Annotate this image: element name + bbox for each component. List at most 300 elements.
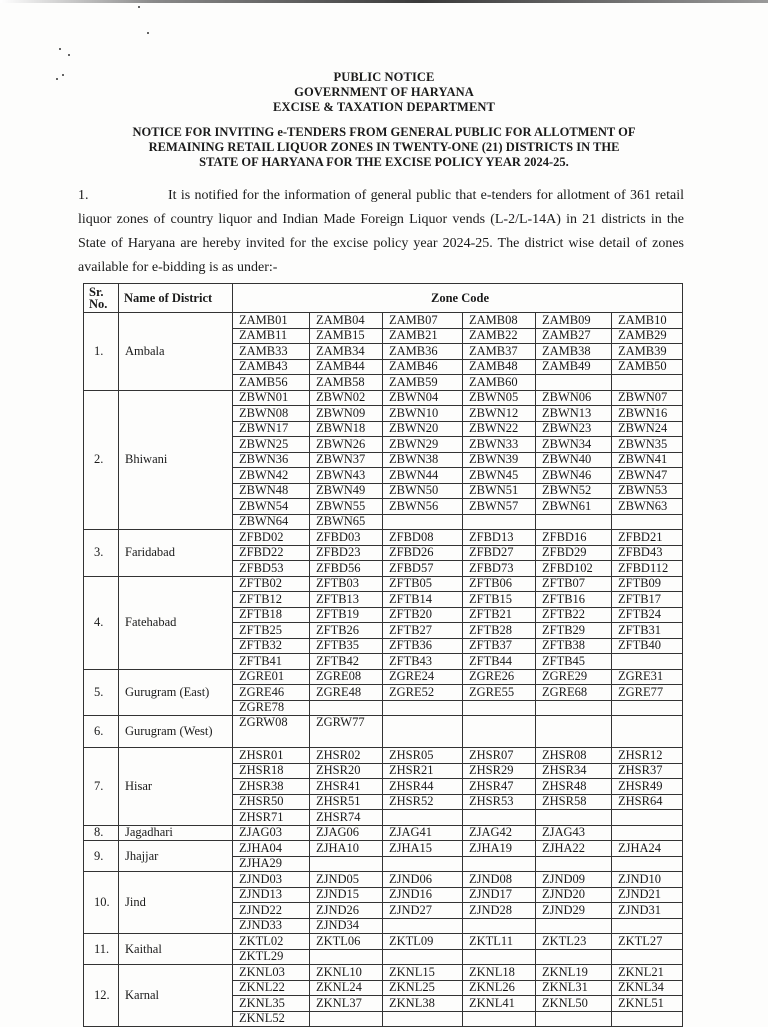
zone-code-cell: ZKNL41 [463, 996, 536, 1012]
scan-speck [147, 32, 149, 34]
zone-code-cell: ZHSR34 [536, 763, 612, 779]
zone-code-cell: ZJAG42 [463, 825, 536, 841]
zone-code-cell: ZBWN16 [612, 406, 683, 422]
zone-code-cell: ZFTB02 [233, 576, 310, 592]
zone-code-cell: ZKNL50 [536, 996, 612, 1012]
zone-code-cell: ZAMB37 [463, 344, 536, 360]
zone-code-cell: ZFTB22 [536, 607, 612, 623]
zone-code-cell: ZHSR01 [233, 748, 310, 764]
zone-code-cell [612, 375, 683, 391]
zone-code-cell: ZAMB59 [383, 375, 463, 391]
table-row [84, 872, 683, 888]
zone-code-cell [612, 716, 683, 748]
zone-code-cell: ZFTB40 [612, 638, 683, 654]
zone-code-cell [383, 514, 463, 530]
zone-code-cell: ZFTB07 [536, 576, 612, 592]
zone-code-cell [463, 918, 536, 934]
zone-code-cell: ZKNL37 [310, 996, 383, 1012]
zone-code-cell: ZHSR38 [233, 779, 310, 795]
serial-number-cell: 7. [84, 748, 119, 826]
zone-code-cell: ZJAG06 [310, 825, 383, 841]
zone-code-cell [536, 918, 612, 934]
zone-code-cell: ZBWN18 [310, 421, 383, 437]
zone-code-cell: ZFTB06 [463, 576, 536, 592]
zone-code-cell: ZFTB41 [233, 654, 310, 670]
zone-code-cell: ZKNL10 [310, 965, 383, 981]
zone-code-cell: ZHSR41 [310, 779, 383, 795]
zone-code-cell: ZJND06 [383, 872, 463, 888]
zone-code-cell: ZBWN63 [612, 499, 683, 515]
zone-code-cell: ZHSR05 [383, 748, 463, 764]
zone-code-cell: ZBWN41 [612, 452, 683, 468]
zone-code-cell: ZHSR58 [536, 794, 612, 810]
serial-number-cell: 3. [84, 530, 119, 577]
zone-code-cell: ZKNL38 [383, 996, 463, 1012]
zone-code-cell: ZKTL06 [310, 934, 383, 950]
zone-code-cell [536, 716, 612, 748]
zone-code-cell: ZFBD13 [463, 530, 536, 546]
zone-code-cell: ZAMB34 [310, 344, 383, 360]
table-row [84, 934, 683, 950]
zone-code-cell: ZAMB48 [463, 359, 536, 375]
zone-code-cell: ZBWN61 [536, 499, 612, 515]
zone-code-cell: ZJHA19 [463, 841, 536, 857]
zone-code-cell: ZBWN40 [536, 452, 612, 468]
serial-number-cell: 9. [84, 841, 119, 872]
notice-paragraph [78, 184, 684, 280]
serial-number-cell: 2. [84, 390, 119, 530]
zone-code-cell: ZAMB22 [463, 328, 536, 344]
zone-code-cell: ZJND05 [310, 872, 383, 888]
zone-code-cell [463, 514, 536, 530]
zone-code-cell: ZAMB29 [612, 328, 683, 344]
zone-code-cell: ZFBD16 [536, 530, 612, 546]
zone-code-cell: ZGRE01 [233, 669, 310, 685]
zone-code-cell: ZJND10 [612, 872, 683, 888]
zone-code-cell: ZGRE46 [233, 685, 310, 701]
zone-code-cell: ZHSR21 [383, 763, 463, 779]
zone-code-cell: ZJND34 [310, 918, 383, 934]
zone-code-cell: ZGRE24 [383, 669, 463, 685]
zone-code-cell: ZAMB38 [536, 344, 612, 360]
zone-code-cell [536, 514, 612, 530]
serial-number-cell: 5. [84, 669, 119, 716]
zone-code-cell: ZJND09 [536, 872, 612, 888]
zone-code-cell: ZGRE29 [536, 669, 612, 685]
zone-code-cell: ZJND03 [233, 872, 310, 888]
zone-code-cell: ZFBD26 [383, 545, 463, 561]
table-row [84, 748, 683, 764]
district-name-cell: Jhajjar [119, 841, 233, 872]
zone-code-cell: ZGRE52 [383, 685, 463, 701]
zone-code-cell: ZHSR74 [310, 810, 383, 826]
zone-code-cell: ZFBD29 [536, 545, 612, 561]
zone-code-cell: ZHSR44 [383, 779, 463, 795]
zone-code-cell: ZFTB25 [233, 623, 310, 639]
zone-code-cell: ZAMB36 [383, 344, 463, 360]
zone-code-cell [310, 1011, 383, 1027]
zone-code-cell: ZAMB01 [233, 313, 310, 329]
district-name-cell: Faridabad [119, 530, 233, 577]
table-row [84, 390, 683, 406]
zone-code-cell: ZFTB17 [612, 592, 683, 608]
zone-code-cell: ZBWN52 [536, 483, 612, 499]
zone-code-cell: ZFBD73 [463, 561, 536, 577]
zone-code-cell: ZFTB16 [536, 592, 612, 608]
zone-code-cell [383, 1011, 463, 1027]
zone-code-cell: ZKNL26 [463, 980, 536, 996]
zone-code-cell: ZBWN51 [463, 483, 536, 499]
district-name-cell: Jind [119, 872, 233, 934]
zone-code-cell: ZFBD56 [310, 561, 383, 577]
serial-number-cell: 8. [84, 825, 119, 841]
serial-number-cell: 1. [84, 313, 119, 391]
district-name-cell: Hisar [119, 748, 233, 826]
zone-code-cell: ZFTB27 [383, 623, 463, 639]
zone-code-cell: ZJHA29 [233, 856, 310, 872]
zone-code-cell: ZBWN23 [536, 421, 612, 437]
zone-code-cell: ZBWN06 [536, 390, 612, 406]
zone-code-cell: ZJND33 [233, 918, 310, 934]
zone-code-cell: ZJND28 [463, 903, 536, 919]
zone-code-cell: ZBWN39 [463, 452, 536, 468]
zone-code-cell: ZAMB50 [612, 359, 683, 375]
zone-code-cell [612, 856, 683, 872]
zone-code-cell: ZBWN46 [536, 468, 612, 484]
zone-code-cell: ZBWN09 [310, 406, 383, 422]
zone-code-cell: ZAMB60 [463, 375, 536, 391]
zone-code-cell [536, 949, 612, 965]
paragraph-number: 1. [78, 188, 89, 203]
zone-code-cell: ZAMB58 [310, 375, 383, 391]
paragraph-text: It is notified for the information of general public that e-tenders for allotment of 361 retail liquor zones of country liquor and Indian Made Foreign Liquor vends (L-2/L-14A) in 21 districts in the State of Haryana are hereby invited for the excise policy year 2024-25. The district wise detail of zones available for e-bidding is as under:- [78, 188, 684, 275]
zone-code-cell: ZFTB29 [536, 623, 612, 639]
zone-code-cell: ZKTL27 [612, 934, 683, 950]
zone-code-cell [310, 949, 383, 965]
zone-code-cell: ZKNL19 [536, 965, 612, 981]
zone-code-cell: ZBWN25 [233, 437, 310, 453]
zone-code-cell: ZAMB43 [233, 359, 310, 375]
header-line-department: EXCISE & TAXATION DEPARTMENT [273, 100, 495, 114]
district-name-cell: Jagadhari [119, 825, 233, 841]
zone-code-cell: ZAMB27 [536, 328, 612, 344]
zone-code-cell: ZAMB04 [310, 313, 383, 329]
header-line-government: GOVERNMENT OF HARYANA [294, 85, 474, 99]
zone-code-cell [463, 716, 536, 748]
zone-code-cell: ZBWN01 [233, 390, 310, 406]
zone-code-cell: ZHSR07 [463, 748, 536, 764]
zone-code-cell: ZGRE08 [310, 669, 383, 685]
zone-code-cell [612, 810, 683, 826]
zone-code-cell [383, 918, 463, 934]
serial-number-cell: 6. [84, 716, 119, 748]
zone-code-cell: ZAMB11 [233, 328, 310, 344]
header-line-public-notice: PUBLIC NOTICE [333, 70, 435, 84]
zone-code-cell: ZBWN65 [310, 514, 383, 530]
zone-table-body [84, 313, 683, 1027]
zone-code-cell [463, 949, 536, 965]
zone-code-cell [612, 825, 683, 841]
zone-code-cell [536, 810, 612, 826]
zone-code-cell: ZBWN13 [536, 406, 612, 422]
zone-code-cell: ZBWN53 [612, 483, 683, 499]
zone-code-cell: ZJND31 [612, 903, 683, 919]
zone-code-cell: ZJND21 [612, 887, 683, 903]
zone-code-cell: ZFTB37 [463, 638, 536, 654]
zone-code-cell: ZAMB07 [383, 313, 463, 329]
zone-code-cell: ZKNL52 [233, 1011, 310, 1027]
zone-code-cell: ZJHA10 [310, 841, 383, 857]
table-row [84, 576, 683, 592]
district-name-cell: Kaithal [119, 934, 233, 965]
zone-code-cell: ZJND15 [310, 887, 383, 903]
zone-code-cell: ZFTB28 [463, 623, 536, 639]
table-row [84, 965, 683, 981]
zone-code-cell [383, 949, 463, 965]
zone-code-cell [612, 700, 683, 716]
zone-code-cell: ZJND26 [310, 903, 383, 919]
zone-code-cell: ZBWN43 [310, 468, 383, 484]
table-row [84, 669, 683, 685]
zone-code-cell: ZAMB49 [536, 359, 612, 375]
zone-code-cell: ZJHA04 [233, 841, 310, 857]
zone-code-cell: ZFBD53 [233, 561, 310, 577]
district-name-cell: Fatehabad [119, 576, 233, 669]
zone-code-cell: ZKNL51 [612, 996, 683, 1012]
zone-code-cell: ZHSR53 [463, 794, 536, 810]
zone-code-cell: ZJND08 [463, 872, 536, 888]
zone-code-cell: ZKNL22 [233, 980, 310, 996]
serial-number-cell: 12. [84, 965, 119, 1027]
zone-code-cell: ZAMB46 [383, 359, 463, 375]
zone-code-cell [383, 810, 463, 826]
zone-code-cell: ZJHA22 [536, 841, 612, 857]
zone-code-cell: ZBWN42 [233, 468, 310, 484]
zone-code-cell: ZFTB31 [612, 623, 683, 639]
zone-code-cell: ZAMB15 [310, 328, 383, 344]
zone-code-cell: ZJND22 [233, 903, 310, 919]
zone-code-cell [310, 700, 383, 716]
zone-code-cell [612, 514, 683, 530]
zone-code-cell: ZAMB44 [310, 359, 383, 375]
zone-code-cell: ZHSR08 [536, 748, 612, 764]
zone-code-cell: ZBWN02 [310, 390, 383, 406]
scan-speck [138, 6, 140, 8]
zone-code-cell: ZBWN34 [536, 437, 612, 453]
zone-code-cell: ZAMB08 [463, 313, 536, 329]
notice-header [0, 70, 768, 115]
zone-code-cell: ZFTB13 [310, 592, 383, 608]
zone-code-cell: ZHSR02 [310, 748, 383, 764]
table-header-row [84, 284, 683, 313]
zone-code-cell: ZAMB39 [612, 344, 683, 360]
zone-code-cell: ZKTL23 [536, 934, 612, 950]
zone-code-cell: ZJND13 [233, 887, 310, 903]
table-row [84, 841, 683, 857]
notice-title-line: NOTICE FOR INVITING e-TENDERS FROM GENERAL PUBLIC FOR ALLOTMENT OF [132, 125, 636, 139]
zone-code-cell: ZKNL25 [383, 980, 463, 996]
zone-code-cell: ZBWN05 [463, 390, 536, 406]
zone-code-cell: ZKNL34 [612, 980, 683, 996]
zone-code-cell: ZBWN17 [233, 421, 310, 437]
zone-code-cell: ZGRE26 [463, 669, 536, 685]
zone-code-cell: ZFTB44 [463, 654, 536, 670]
table-row [84, 716, 683, 748]
zone-code-cell: ZGRE55 [463, 685, 536, 701]
zone-code-cell: ZFTB26 [310, 623, 383, 639]
zone-code-cell: ZHSR52 [383, 794, 463, 810]
zone-code-cell: ZGRE68 [536, 685, 612, 701]
serial-number-cell: 11. [84, 934, 119, 965]
zone-code-cell: ZBWN24 [612, 421, 683, 437]
zone-code-cell: ZKNL35 [233, 996, 310, 1012]
zone-code-cell: ZJND29 [536, 903, 612, 919]
zone-code-cell: ZKTL02 [233, 934, 310, 950]
notice-title [80, 125, 688, 170]
zone-code-cell: ZFBD102 [536, 561, 612, 577]
zone-code-cell: ZKTL11 [463, 934, 536, 950]
zone-code-cell: ZKNL03 [233, 965, 310, 981]
zone-code-cell: ZBWN49 [310, 483, 383, 499]
zone-code-cell: ZFTB19 [310, 607, 383, 623]
scan-speck [68, 54, 70, 56]
zone-code-cell [536, 375, 612, 391]
zone-code-cell [612, 918, 683, 934]
zone-code-cell: ZFTB18 [233, 607, 310, 623]
zone-code-cell: ZHSR37 [612, 763, 683, 779]
zone-code-cell: ZJHA15 [383, 841, 463, 857]
zone-code-cell: ZKNL21 [612, 965, 683, 981]
zone-code-cell: ZAMB56 [233, 375, 310, 391]
zone-code-cell: ZBWN38 [383, 452, 463, 468]
zone-code-cell: ZFTB45 [536, 654, 612, 670]
zone-code-cell [612, 949, 683, 965]
header-district: Name of District [119, 284, 233, 313]
zone-code-cell: ZKNL31 [536, 980, 612, 996]
zone-code-cell [612, 654, 683, 670]
zone-code-cell: ZFBD112 [612, 561, 683, 577]
zone-code-cell: ZFTB38 [536, 638, 612, 654]
zone-code-cell: ZAMB33 [233, 344, 310, 360]
zone-code-cell: ZFTB43 [383, 654, 463, 670]
zone-code-cell: ZBWN57 [463, 499, 536, 515]
zone-code-cell [463, 810, 536, 826]
zone-code-cell: ZKTL29 [233, 949, 310, 965]
zone-code-cell: ZGRW77 [310, 716, 383, 748]
zone-code-cell: ZAMB10 [612, 313, 683, 329]
zone-code-cell: ZFTB09 [612, 576, 683, 592]
zone-code-cell: ZFTB21 [463, 607, 536, 623]
zone-code-cell: ZFTB36 [383, 638, 463, 654]
zone-code-cell: ZBWN50 [383, 483, 463, 499]
district-name-cell: Gurugram (East) [119, 669, 233, 716]
zone-code-cell: ZFTB20 [383, 607, 463, 623]
zone-code-cell: ZBWN64 [233, 514, 310, 530]
zone-code-cell: ZFTB12 [233, 592, 310, 608]
zone-code-cell: ZGRE78 [233, 700, 310, 716]
district-name-cell: Bhiwani [119, 390, 233, 530]
zone-code-cell: ZHSR29 [463, 763, 536, 779]
zone-code-cell: ZGRE77 [612, 685, 683, 701]
table-row [84, 313, 683, 329]
zone-code-cell [463, 856, 536, 872]
zone-code-cell: ZHSR47 [463, 779, 536, 795]
zone-code-cell: ZBWN07 [612, 390, 683, 406]
zone-code-cell: ZBWN35 [612, 437, 683, 453]
zone-code-cell: ZBWN08 [233, 406, 310, 422]
zone-code-cell: ZBWN12 [463, 406, 536, 422]
zone-code-cell: ZFBD43 [612, 545, 683, 561]
table-row [84, 530, 683, 546]
zone-code-cell: ZBWN48 [233, 483, 310, 499]
district-name-cell: Karnal [119, 965, 233, 1027]
zone-code-cell: ZHSR49 [612, 779, 683, 795]
zone-code-cell [383, 716, 463, 748]
zone-code-cell: ZBWN44 [383, 468, 463, 484]
zone-code-cell: ZBWN36 [233, 452, 310, 468]
serial-number-cell: 4. [84, 576, 119, 669]
zone-code-cell: ZFBD23 [310, 545, 383, 561]
zone-code-cell: ZHSR20 [310, 763, 383, 779]
zone-code-cell: ZBWN20 [383, 421, 463, 437]
zone-code-cell: ZBWN47 [612, 468, 683, 484]
zone-code-cell: ZFTB42 [310, 654, 383, 670]
zone-code-cell: ZHSR48 [536, 779, 612, 795]
zone-code-cell: ZFBD03 [310, 530, 383, 546]
zone-code-cell [463, 1011, 536, 1027]
zone-code-cell: ZBWN26 [310, 437, 383, 453]
zone-code-cell [383, 700, 463, 716]
zone-code-cell: ZFBD21 [612, 530, 683, 546]
zone-code-cell: ZFBD08 [383, 530, 463, 546]
zone-code-cell: ZBWN22 [463, 421, 536, 437]
zone-code-cell: ZFBD02 [233, 530, 310, 546]
zone-code-cell: ZHSR12 [612, 748, 683, 764]
table-row [84, 825, 683, 841]
notice-title-line: STATE OF HARYANA FOR THE EXCISE POLICY YEAR 2024-25. [199, 155, 569, 169]
zone-code-cell: ZBWN45 [463, 468, 536, 484]
zone-code-cell: ZAMB09 [536, 313, 612, 329]
zone-code-cell: ZKNL24 [310, 980, 383, 996]
zone-code-cell: ZGRE31 [612, 669, 683, 685]
zone-code-cell: ZJHA24 [612, 841, 683, 857]
zone-code-cell: ZBWN04 [383, 390, 463, 406]
zone-code-cell: ZJND27 [383, 903, 463, 919]
zone-code-cell: ZBWN29 [383, 437, 463, 453]
serial-number-cell: 10. [84, 872, 119, 934]
zone-code-cell: ZJAG41 [383, 825, 463, 841]
zone-code-cell: ZBWN55 [310, 499, 383, 515]
zone-code-cell: ZJAG03 [233, 825, 310, 841]
zone-code-cell: ZHSR71 [233, 810, 310, 826]
notice-title-line: REMAINING RETAIL LIQUOR ZONES IN TWENTY-ONE (21) DISTRICTS IN THE [148, 140, 620, 154]
zone-code-cell [310, 856, 383, 872]
zone-code-cell: ZBWN54 [233, 499, 310, 515]
zone-code-cell: ZFTB15 [463, 592, 536, 608]
zone-code-cell [463, 700, 536, 716]
zone-code-cell: ZJND16 [383, 887, 463, 903]
zone-code-cell: ZAMB21 [383, 328, 463, 344]
zone-code-cell: ZHSR50 [233, 794, 310, 810]
header-sr-no: Sr. No. [84, 284, 119, 313]
zone-code-cell [536, 856, 612, 872]
zone-code-cell: ZFBD57 [383, 561, 463, 577]
zone-code-cell [536, 700, 612, 716]
zone-code-cell: ZHSR64 [612, 794, 683, 810]
zone-table [83, 283, 683, 1027]
district-name-cell: Ambala [119, 313, 233, 391]
zone-code-cell: ZFTB32 [233, 638, 310, 654]
